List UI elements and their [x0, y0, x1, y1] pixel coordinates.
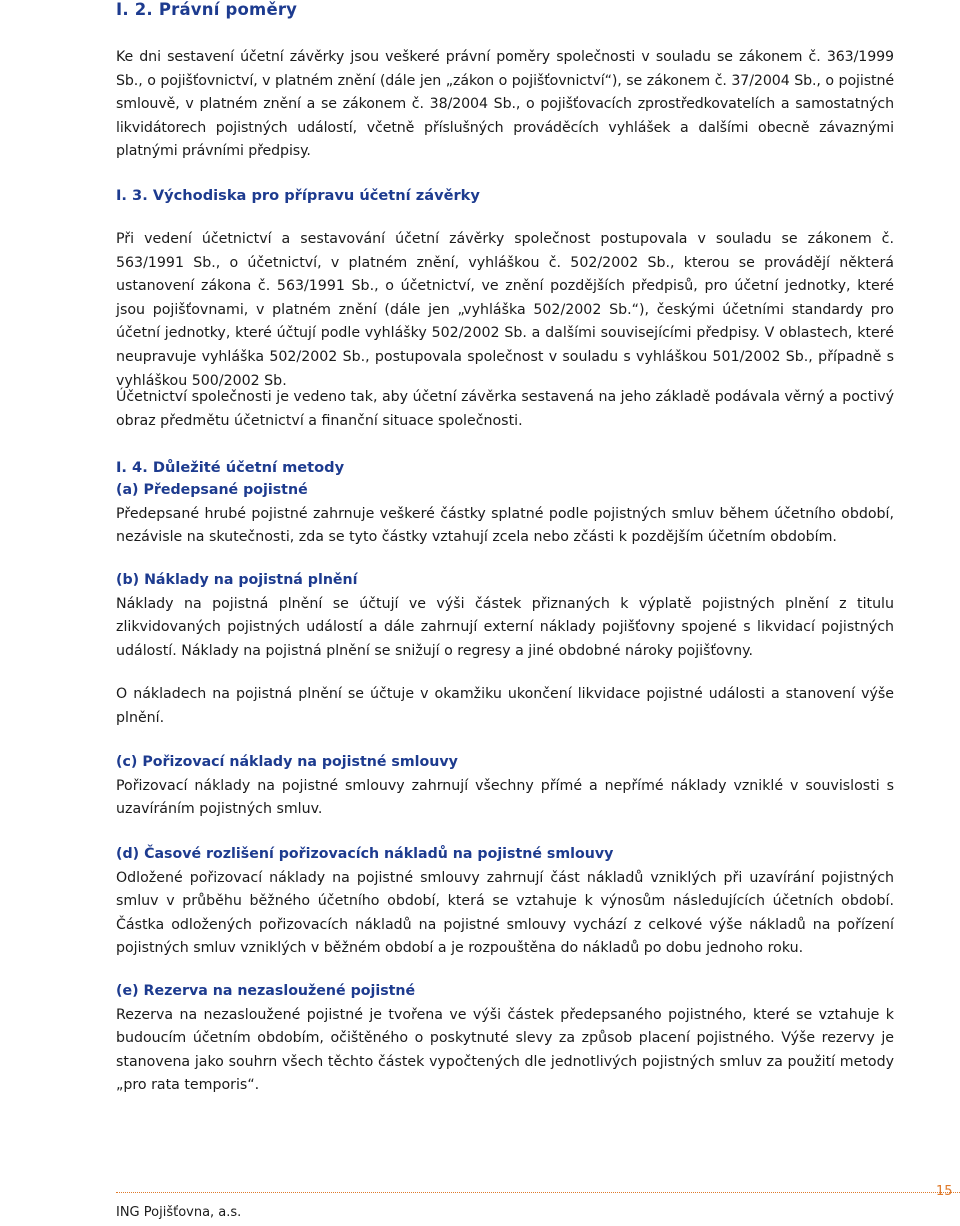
method-a — [116, 479, 894, 550]
method-b-text: Náklady na pojistná plnění se účtují ve výši částek přiznaných k výplatě pojistných plnění z titulu zlikvidovaných pojistných událostí a dále zahrnují externí náklady pojišťovny spojené s likvidací pojistných událostí. Náklady na pojistná plnění se snižují o regresy a jiné obdobné nároky pojišťovny. — [116, 595, 894, 659]
method-b-text-2: O nákladech na pojistná plnění se účtuje v okamžiku ukončení likvidace pojistné události a stanovení výše plnění. — [116, 686, 894, 726]
method-a-title: (a) Předepsané pojistné — [116, 482, 308, 498]
section-heading-basis: I. 3. Východiska pro přípravu účetní závěrky — [116, 187, 480, 204]
method-e — [116, 980, 894, 1098]
paragraph-basis-1: Při vedení účetnictví a sestavování účetní závěrky společnost postupovala v souladu se zákonem č. 563/1991 Sb., o účetnictví, v platném znění, vyhláškou č. 502/2002 Sb., kterou se provádějí některá ustanovení zákona č. 563/1991 Sb., o účetnictví, ve znění pozdějších předpisů, pro účetní jednotky, které jsou pojišťovnami, v platném znění (dále jen „vyhláška 502/2002 Sb.“), českými účetními standardy pro účetní jednotky, které účtují podle vyhlášky 502/2002 Sb. a dalšími souvisejícími předpisy. V oblastech, které neupravuje vyhláška 502/2002 Sb., postupovala společnost v souladu s vyhláškou 501/2002 Sb., případně s vyhláškou 500/2002 Sb. — [116, 231, 894, 389]
page-number: 15 — [936, 1184, 953, 1199]
method-d — [116, 843, 894, 961]
method-c-title: (c) Pořizovací náklady na pojistné smlouvy — [116, 754, 458, 770]
footer-company-name: ING Pojišťovna, a.s. — [116, 1205, 242, 1220]
method-c-text: Pořizovací náklady na pojistné smlouvy zahrnují všechny přímé a nepřímé náklady vzniklé v souvislosti s uzavíráním pojistných smluv. — [116, 777, 894, 818]
method-b-title: (b) Náklady na pojistná plnění — [116, 572, 358, 588]
method-e-title: (e) Rezerva na nezasloužené pojistné — [116, 983, 416, 999]
method-d-title: (d) Časové rozlišení pořizovacích nákladů na pojistné smlouvy — [116, 846, 614, 862]
method-b — [116, 569, 894, 663]
paragraph-legal: Ke dni sestavení účetní závěrky jsou veškeré právní poměry společnosti v souladu se zákonem č. 363/1999 Sb., o pojišťovnictví, v platném znění (dále jen „zákon o pojišťovnictví“), se zákonem č. 37/2004 Sb., o pojistné smlouvě, v platném znění a se zákonem č. 38/2004 Sb., o pojišťovacích zprostředkovatelích a samostatných likvidátorech pojistných událostí, včetně příslušných prováděcích vyhlášek a dalšími obecně závaznými platnými právními předpisy. — [116, 49, 894, 160]
method-a-text: Předepsané hrubé pojistné zahrnuje veškeré částky splatné podle pojistných smluv během účetního období, nezávisle na skutečnosti, zda se tyto částky vztahují zcela nebo zčásti k pozdějším účetním obdobím. — [116, 505, 894, 546]
paragraph-basis-2: Účetnictví společnosti je vedeno tak, aby účetní závěrka sestavená na jeho základě podávala věrný a poctivý obraz předmětu účetnictví a finanční situace společnosti. — [116, 389, 894, 429]
footer-divider — [116, 1192, 960, 1193]
section-heading-methods: I. 4. Důležité účetní metody — [116, 459, 345, 476]
section-heading-legal: I. 2. Právní poměry — [116, 0, 298, 19]
method-d-text: Odložené pořizovací náklady na pojistné smlouvy zahrnují část nákladů vzniklých při uzavírání pojistných smluv v průběhu běžného účetního období, která se vztahuje k výnosům následujících účetních období. Částka odložených pořizovacích nákladů na pojistné smlouvy vychází z celkové výše nákladů na pořízení pojistných smluv vzniklých v běžném období a je rozpouštěna do nákladů po dobu jednoho roku. — [116, 869, 894, 957]
method-e-text: Rezerva na nezasloužené pojistné je tvořena ve výši částek předepsaného pojistného, které se vztahuje k budoucím účetním obdobím, očištěného o poskytnuté slevy za způsob placení pojistného. Výše rezervy je stanovena jako souhrn všech těchto částek vypočtených dle jednotlivých pojistných smluv za použití metody „pro rata temporis“. — [116, 1006, 894, 1094]
method-c — [116, 751, 894, 822]
